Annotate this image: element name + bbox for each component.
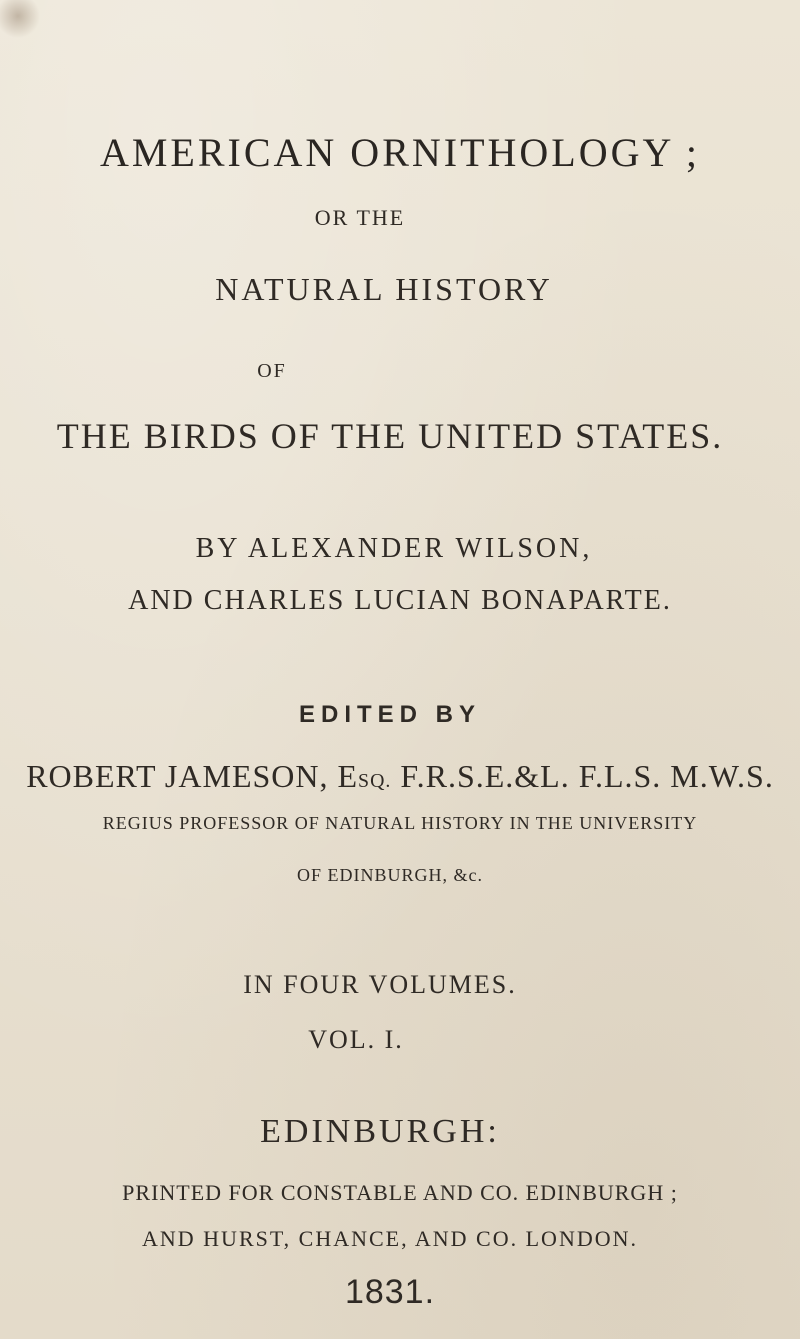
- editor-position-continued: OF EDINBURGH, &c.: [297, 865, 483, 885]
- printer-line-2: AND HURST, CHANCE, AND CO. LONDON.: [142, 1226, 638, 1251]
- edited-by-line: EDITED BY: [298, 701, 481, 728]
- or-the-line: OR THE: [314, 205, 406, 230]
- editor-name: [0, 760, 800, 792]
- coauthor-line: AND CHARLES LUCIAN BONAPARTE.: [128, 585, 672, 616]
- author-line: BY ALEXANDER WILSON,: [195, 533, 593, 564]
- corner-stain: [0, 0, 40, 40]
- natural-history-line: NATURAL HISTORY: [215, 271, 553, 307]
- of-line: OF: [257, 360, 287, 382]
- editor-name-rest: F.R.S.E.&L. F.L.S. M.W.S.: [391, 758, 774, 794]
- editor-position: REGIUS PROFESSOR OF NATURAL HISTORY IN THE UNIVERSITY: [102, 813, 698, 833]
- printer-line-1: PRINTED FOR CONSTABLE AND CO. EDINBURGH ;: [122, 1180, 678, 1205]
- main-title: AMERICAN ORNITHOLOGY ;: [99, 130, 701, 175]
- place-of-publication: EDINBURGH:: [260, 1113, 500, 1150]
- birds-of-united-states-line: THE BIRDS OF THE UNITED STATES.: [56, 416, 724, 456]
- editor-name-main: ROBERT JAMESON, E: [26, 758, 359, 794]
- volume-number: VOL. I.: [308, 1025, 404, 1054]
- publication-year: 1831.: [344, 1273, 436, 1311]
- volumes-line: IN FOUR VOLUMES.: [243, 970, 517, 999]
- editor-name-sq: SQ.: [358, 770, 392, 792]
